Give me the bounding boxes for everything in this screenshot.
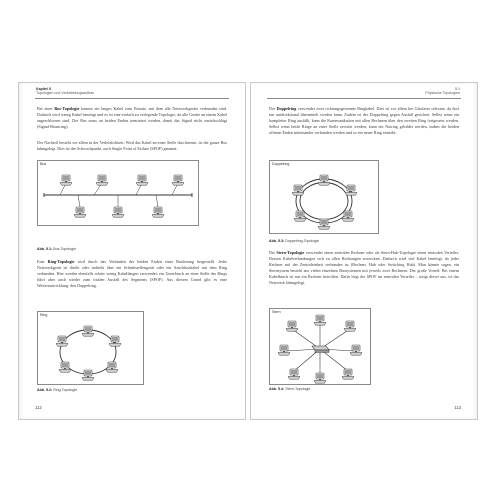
caption-number: Abb. 5.2: [37, 388, 53, 392]
computer-icon [294, 211, 306, 221]
computer-icon [314, 315, 326, 325]
caption-text: Doppelring-Topologie [285, 239, 320, 243]
text-run: verwendet zwei richtungsgetrennte Ringkabel. Dies ist vor allem bei Glasfaser relevant, da dort nur unidirektional übermittelt werden kann. Zudem ist der Doppelring gegen Ausfall gesichert. Selbst wenn ein kompletter Ring ausfällt, kann die Kommunikation mit allen Rechnern über den zweiten Ring fortgesetzt werden. Selbst wenn beide Ringe an einer Stelle zerstört werden, kann ein Notring gebildet werden, indem die beiden offenen Enden miteinander verbunden werden und so ein neuer Ring entsteht. [269, 106, 459, 136]
keyword-bus: Bus-Topologie [54, 106, 80, 111]
keyword-ring: Ring-Topologie [47, 259, 75, 264]
computer-icon [286, 321, 298, 331]
chapter-number: Kapitel 5 [36, 87, 51, 91]
computer-icon [278, 345, 290, 355]
chapter-title: Topologien und Verkabelungsaufbau [36, 91, 95, 96]
figure-caption [269, 239, 319, 243]
computer-icon [350, 345, 362, 355]
page-number: 112 [35, 405, 42, 410]
caption-number: Abb. 5.3: [269, 239, 285, 243]
computer-icon [292, 185, 304, 195]
bus-drawback-paragraph: Der Nachteil besteht vor allem in der Verletzlichkeit: Wird das Kabel an einer Stelle durchtrennt, ist der ganze Bus lahmgelegt. Dies ist der Schwachpunkt, auch Single Point of Failure (SPOF) genannt. [37, 140, 227, 152]
text-run: Die [269, 250, 277, 255]
figure-label: Doppelring [272, 162, 290, 166]
bus-figure [37, 160, 199, 226]
bus-paragraph [37, 106, 227, 130]
caption-number: Abb. 5.4: [269, 387, 285, 391]
text-run: Bei einer [37, 106, 55, 111]
computer-icon [96, 175, 108, 185]
computer-icon [345, 185, 357, 195]
computer-icon [109, 336, 121, 346]
computer-icon [74, 207, 86, 217]
computer-icon [56, 336, 68, 346]
section-title: Physische Topologien [425, 91, 460, 96]
computer-icon [342, 369, 354, 379]
figure-label: Bus [40, 162, 47, 166]
computer-icon [59, 362, 71, 372]
doppelring-figure [269, 160, 379, 234]
hub-icon [312, 346, 329, 352]
section-number: 5.1 [455, 87, 460, 91]
running-header-left [36, 87, 94, 96]
left-page [18, 82, 246, 420]
text-run: verwendet einen zentralen Rechner oder als Stern-Hub-Topologie einen zentralen Verteiler. Dessen Kabelverbindungen sich zu allen Richtungen erstrecken. Dadurch wird viel Kabel benötigt, da jeder Rechner mit der Zentraleinheit verbunden ist (Rechner, Hub oder Switching Hub). Man könnte sagen, ein Sternsystem besteht aus vielen einzelnen Bussystemen mit jeweils zwei Rechnern. Der große Vorteil: Bei einem Kabelbruch ist nur ein Rechner betroffen. Dafür liegt der SPOF im zentralen Verteiler – steigt dieser aus, ist das Netzwerk lahmgelegt. [269, 250, 459, 286]
page-number: 113 [454, 405, 461, 410]
computer-icon [172, 175, 184, 185]
header-rule [267, 98, 461, 99]
computer-icon [60, 175, 72, 185]
doppelring-topology-diagram [270, 161, 378, 233]
stern-topology-diagram [270, 309, 370, 384]
caption-text: Bus-Topologie [53, 247, 76, 251]
ring-figure [37, 311, 144, 385]
figure-caption [269, 387, 310, 391]
computer-icon [318, 219, 330, 229]
figure-caption [37, 247, 76, 251]
caption-text: Stern-Topologie [285, 387, 311, 391]
text-run: wird durch das Verbinden der beiden Enden einer Busleitung hergestellt. Jedes Netzwerkgerät ist direkt oder indirekt über ein Schnittstellengerät oder ein Anschlusskabel mit dem Ring verbunden. Hier werden ebenfalls relativ wenig Kabellängen verwendet; ein Unterbruch an einer Stelle des Rings führt aber auch wieder zum totalen Ausfall des Segments (SPOF). Aus diesem Grund gibt es eine Weiterentwicklung: den Doppelring. [37, 259, 227, 289]
text-run: Der [269, 106, 277, 111]
ring-topology-diagram [38, 312, 143, 384]
computer-icon [82, 326, 94, 336]
keyword-stern: Stern-Topologie [276, 250, 305, 255]
figure-label: Ring [40, 313, 48, 317]
text-run: Eine [37, 259, 48, 264]
figure-caption [37, 388, 77, 392]
text-run: kommt ein langes Kabel zum Einsatz, mit dem alle Netzwerkgeräte verbunden sind. Dadurch wird wenig Kabel benötigt und es ist eine einfach zu verlegende Topologie, da alle Geräte an einem Kabel angeschlossen sind. Der Bus muss an beiden Enden terminiert werden, damit das Signal nicht zurückschlägt (Signal-Bouncing). [37, 106, 227, 130]
right-page [250, 82, 478, 420]
computer-icon [106, 362, 118, 372]
ring-paragraph [37, 259, 227, 289]
computer-icon [112, 207, 124, 217]
stern-paragraph [269, 250, 459, 287]
stern-figure [269, 308, 371, 385]
header-rule [35, 98, 229, 99]
computer-icon [342, 211, 354, 221]
computer-icon [152, 207, 164, 217]
caption-number: Abb. 5.1: [37, 247, 53, 251]
computer-icon [288, 369, 300, 379]
computer-icon [82, 370, 94, 380]
running-header-right [425, 87, 460, 96]
computer-icon [314, 373, 326, 383]
computer-icon [318, 175, 330, 185]
bus-topology-diagram [38, 161, 198, 225]
computer-icon [344, 321, 356, 331]
computer-icon [136, 175, 148, 185]
doppelring-paragraph [269, 106, 459, 136]
caption-text: Ring-Topologie [53, 388, 78, 392]
figure-label: Stern [272, 310, 281, 314]
keyword-doppelring: Doppelring [276, 106, 297, 111]
